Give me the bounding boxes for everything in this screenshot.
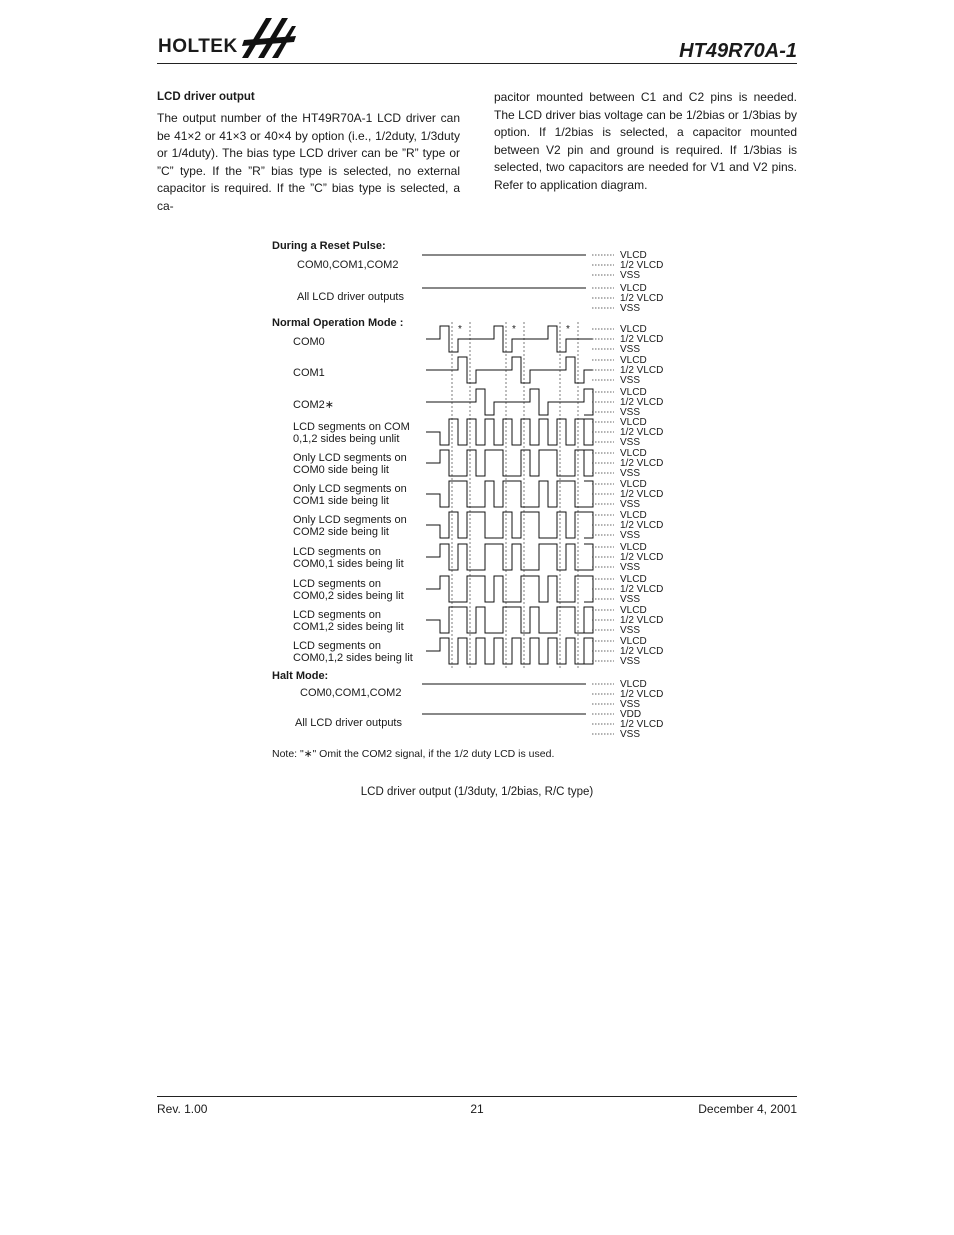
waveform-line xyxy=(426,419,593,445)
normal-signal-label: LCD segments on COM xyxy=(293,421,410,433)
waveform-line xyxy=(426,607,593,633)
level-label: 1/2 VLCD xyxy=(620,689,664,700)
paragraph-left-column: The output number of the HT49R70A-1 LCD driver can be 41×2 or 41×3 or 40×4 by option (i.e., 1/2duty, 1/3duty or 1/4duty). The bias type LCD driver can be ”R” type or ”C” type. If the ”R” bias type is selected, no external capacitor is required. If the ”C” bias type is selected, a ca- xyxy=(157,111,460,213)
normal-signal-label: COM0,1 sides being lit xyxy=(293,558,404,570)
level-label: VLCD xyxy=(620,355,647,366)
normal-signal-label: COM0,2 sides being lit xyxy=(293,590,404,602)
level-label: VSS xyxy=(620,270,641,281)
halt-heading: Halt Mode: xyxy=(272,670,329,682)
level-label: 1/2 VLCD xyxy=(620,427,664,438)
normal-signal-label: LCD segments on xyxy=(293,546,382,558)
asterisk-marker: * xyxy=(512,324,516,335)
section-heading: LCD driver output xyxy=(157,91,255,103)
level-label: VSS xyxy=(620,562,641,573)
level-label: VSS xyxy=(620,303,641,314)
normal-signal-label: COM2 side being lit xyxy=(293,526,389,538)
normal-signal-label: Only LCD segments on xyxy=(293,514,407,526)
level-label: 1/2 VLCD xyxy=(620,520,664,531)
normal-signal-label: LCD segments on xyxy=(293,609,382,621)
level-label: VSS xyxy=(620,594,641,605)
level-label: VSS xyxy=(620,625,641,636)
level-label: 1/2 VLCD xyxy=(620,260,664,271)
normal-signal-label: COM1 side being lit xyxy=(293,495,389,507)
voltage-level-labels xyxy=(592,250,663,740)
normal-signal-label: COM0,1,2 sides being lit xyxy=(293,652,413,664)
level-label: 1/2 VLCD xyxy=(620,334,664,345)
normal-signal-label: Only LCD segments on xyxy=(293,452,407,464)
level-label: VLCD xyxy=(620,448,647,459)
diagram-caption: LCD driver output (1/3duty, 1/2bias, R/C type) xyxy=(360,786,594,798)
signal-labels xyxy=(272,240,570,729)
waveform-line xyxy=(426,638,593,664)
reset-signal-label: COM0,COM1,COM2 xyxy=(297,259,399,271)
timing-guide-lines xyxy=(452,322,578,668)
level-label: VSS xyxy=(620,530,641,541)
normal-signal-label: LCD segments on xyxy=(293,578,382,590)
level-label: VLCD xyxy=(620,542,647,553)
level-label: 1/2 VLCD xyxy=(620,293,664,304)
level-label: VDD xyxy=(620,709,642,720)
level-label: VSS xyxy=(620,468,641,479)
level-label: 1/2 VLCD xyxy=(620,552,664,563)
level-label: 1/2 VLCD xyxy=(620,719,664,730)
waveform-line xyxy=(426,512,593,538)
diagram-note: Note: "∗" Omit the COM2 signal, if the 1/2 duty LCD is used. xyxy=(272,748,555,760)
reset-heading: During a Reset Pulse: xyxy=(272,240,386,252)
level-label: 1/2 VLCD xyxy=(620,458,664,469)
level-label: VLCD xyxy=(620,387,647,398)
halt-signal-label: COM0,COM1,COM2 xyxy=(300,687,402,699)
level-label: VLCD xyxy=(620,479,647,490)
holtek-logo-text: HOLTEK xyxy=(158,36,238,57)
level-label: VSS xyxy=(620,699,641,710)
normal-mode-heading: Normal Operation Mode : xyxy=(272,317,404,329)
waveform-line xyxy=(426,481,593,507)
level-label: 1/2 VLCD xyxy=(620,584,664,595)
level-label: VLCD xyxy=(620,417,647,428)
waveform-line xyxy=(426,357,593,383)
revision-date: December 4, 2001 xyxy=(698,1102,797,1116)
level-label: VSS xyxy=(620,729,641,740)
level-label: 1/2 VLCD xyxy=(620,489,664,500)
level-label: 1/2 VLCD xyxy=(620,615,664,626)
normal-signal-label: 0,1,2 sides being unlit xyxy=(293,433,400,445)
normal-signal-label: Only LCD segments on xyxy=(293,483,407,495)
level-label: VSS xyxy=(620,344,641,355)
document-title: HT49R70A-1 xyxy=(679,40,797,62)
level-label: VLCD xyxy=(620,250,647,261)
normal-signal-label: COM0 side being lit xyxy=(293,464,389,476)
halt-signal-label: All LCD driver outputs xyxy=(295,717,402,729)
level-label: VLCD xyxy=(620,679,647,690)
asterisk-marker: * xyxy=(566,324,570,335)
asterisk-marker: * xyxy=(458,324,462,335)
footer-divider xyxy=(157,1096,797,1097)
page-number: 21 xyxy=(470,1102,484,1116)
waveform-line xyxy=(426,576,593,602)
waveform-line xyxy=(426,389,593,415)
normal-signal-label: COM2∗ xyxy=(293,399,334,411)
normal-signal-label: COM1 xyxy=(293,367,325,379)
level-label: VSS xyxy=(620,407,641,418)
waveform-line xyxy=(426,544,593,570)
paragraph-right-column: pacitor mounted between C1 and C2 pins is needed. The LCD driver bias voltage can be 1/2bias or 1/3bias by option. If 1/2bias is selected, a capacitor mounted between V2 pin and ground is required. If 1/3bias is selected, two capacitors are needed for V1 and V2 pins. Refer to application diagram. xyxy=(494,90,797,192)
revision-label: Rev. 1.00 xyxy=(157,1102,208,1116)
level-label: VSS xyxy=(620,499,641,510)
level-label: VLCD xyxy=(620,324,647,335)
level-label: VSS xyxy=(620,656,641,667)
level-label: VSS xyxy=(620,375,641,386)
level-label: VSS xyxy=(620,437,641,448)
level-label: VLCD xyxy=(620,636,647,647)
waveform-line xyxy=(426,450,593,476)
normal-signal-label: LCD segments on xyxy=(293,640,382,652)
normal-signal-label: COM1,2 sides being lit xyxy=(293,621,404,633)
reset-signal-label: All LCD driver outputs xyxy=(297,291,404,303)
level-label: 1/2 VLCD xyxy=(620,397,664,408)
level-label: 1/2 VLCD xyxy=(620,365,664,376)
level-label: VLCD xyxy=(620,283,647,294)
level-label: VLCD xyxy=(620,510,647,521)
level-label: VLCD xyxy=(620,605,647,616)
level-label: 1/2 VLCD xyxy=(620,646,664,657)
level-label: VLCD xyxy=(620,574,647,585)
normal-signal-label: COM0 xyxy=(293,336,325,348)
